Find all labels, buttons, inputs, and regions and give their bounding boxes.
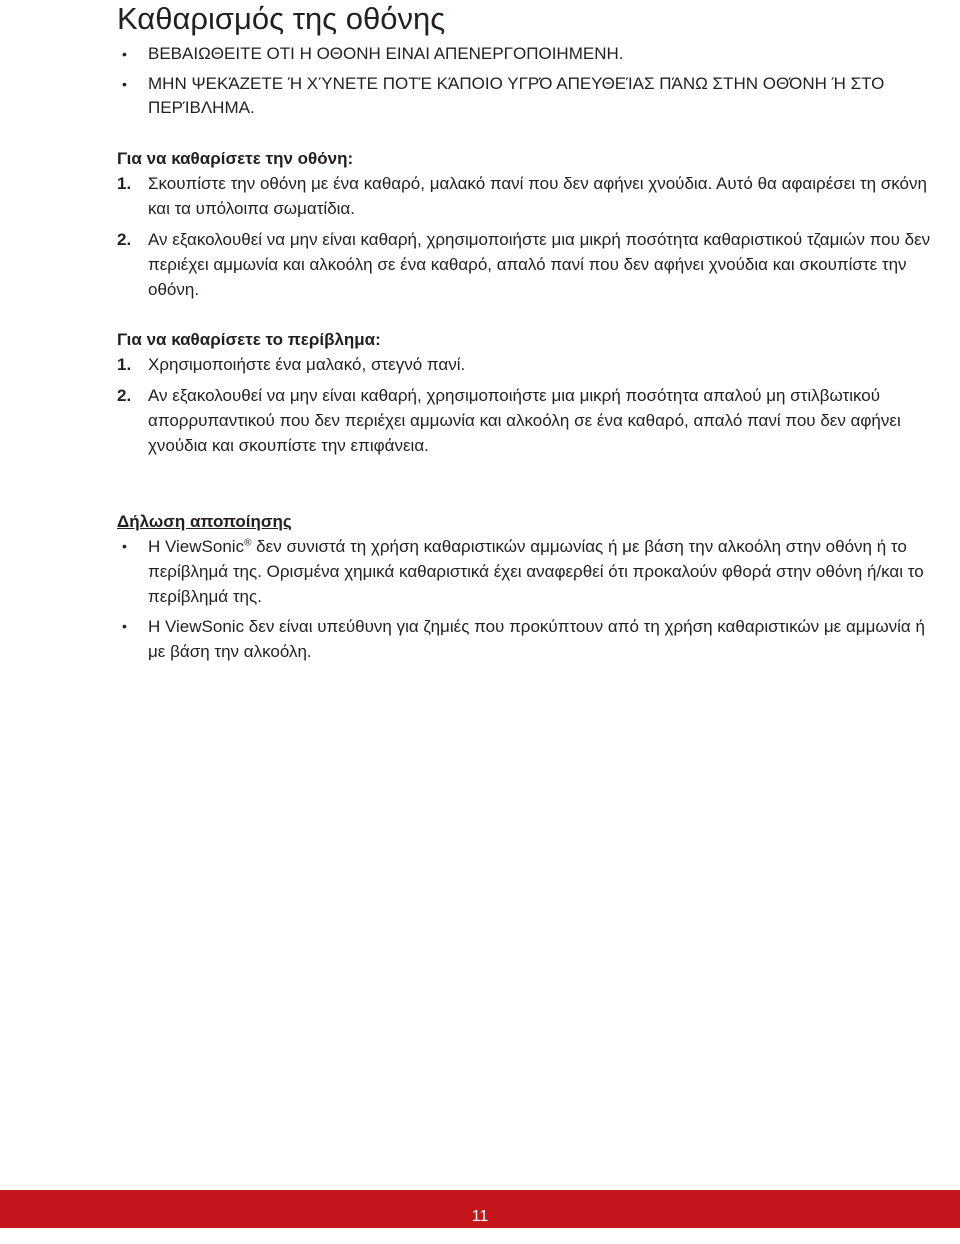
disclaimer-body: δεν συνιστά τη χρήση καθαριστικών αμμωνίας ή με βάση την αλκοόλη στην οθόνη ή το περίβλημά της. Ορισμένα χημικά καθαριστικά έχει αναφερθεί ότι προκαλούν φθορά στην οθόνη ή/και το περίβλημά της. (148, 537, 924, 606)
step-text: Αν εξακολουθεί να μην είναι καθαρή, χρησιμοποιήστε μια μικρή ποσότητα απαλού μη στιλβωτικού απορρυπαντικού που δεν περιέχει αμμωνία και αλκοόλη σε ένα καθαρό, απαλό πανί που δεν αφήνει χνούδια και σκουπίστε την επιφάνεια. (148, 386, 901, 455)
bullet-icon: • (122, 618, 127, 634)
step-number: 1. (117, 174, 132, 193)
step-number: 1. (117, 355, 132, 374)
page-number: 11 (471, 1208, 489, 1225)
warning-text: ΒΕΒΑΙΩΘΕΙΤΕ ΟΤΙ Η ΟΘΟΝΗ ΕΙΝΑΙ ΑΠΕΝΕΡΓΟΠΟΙΗΜΕΝΗ. (148, 44, 624, 63)
disclaimer-heading: Δήλωση αποποίησης (117, 512, 292, 531)
warning-text: ΜΗΝ ΨΕΚΆΖΕΤΕ Ή ΧΎΝΕΤΕ ΠΟΤΈ ΚΆΠΟΙΟ ΥΓΡΌ ΑΠΕΥΘΕΊΑΣ ΠΆΝΩ ΣΤΗΝ ΟΘΌΝΗ Ή ΣΤΟ ΠΕΡΊΒΛΗΜΑ. (148, 74, 885, 117)
list-item (117, 614, 937, 664)
case-cleaning-heading: Για να καθαρίσετε το περίβλημα: (117, 330, 381, 349)
screen-cleaning-steps (117, 171, 937, 302)
list-item (117, 534, 937, 609)
warning-list (117, 42, 917, 120)
warning-item (117, 42, 917, 66)
registered-mark: ® (244, 537, 252, 549)
bullet-icon: • (122, 76, 127, 92)
warning-item (117, 72, 917, 120)
page-title: Καθαρισμός της οθόνης (117, 1, 446, 36)
screen-cleaning-heading: Για να καθαρίσετε την οθόνη: (117, 149, 354, 168)
disclaimer-brand: Η ViewSonic (148, 537, 245, 556)
step-number: 2. (117, 230, 132, 249)
bullet-icon: • (122, 538, 127, 554)
step-text: Αν εξακολουθεί να μην είναι καθαρή, χρησιμοποιήστε μια μικρή ποσότητα καθαριστικού τζαμιών που δεν περιέχει αμμωνία και αλκοόλη σε ένα καθαρό, απαλό πανί που δεν αφήνει χνούδια και σκουπίστε την οθόνη. (148, 230, 931, 299)
step-text: Σκουπίστε την οθόνη με ένα καθαρό, μαλακό πανί που δεν αφήνει χνούδια. Αυτό θα αφαιρέσει τη σκόνη και τα υπόλοιπα σωματίδια. (148, 174, 927, 218)
list-item (117, 227, 937, 302)
list-item (117, 352, 937, 377)
disclaimer-text: Η ViewSonic δεν είναι υπεύθυνη για ζημιές που προκύπτουν από τη χρήση καθαριστικών με αμμωνία ή με βάση την αλκοόλη. (148, 617, 925, 661)
disclaimer-text (148, 537, 924, 606)
step-number: 2. (117, 386, 132, 405)
list-item (117, 383, 937, 458)
bullet-icon: • (122, 46, 127, 62)
disclaimer-list (117, 534, 937, 664)
step-text: Χρησιμοποιήστε ένα μαλακό, στεγνό πανί. (148, 355, 466, 374)
list-item (117, 171, 937, 221)
case-cleaning-steps (117, 352, 937, 458)
